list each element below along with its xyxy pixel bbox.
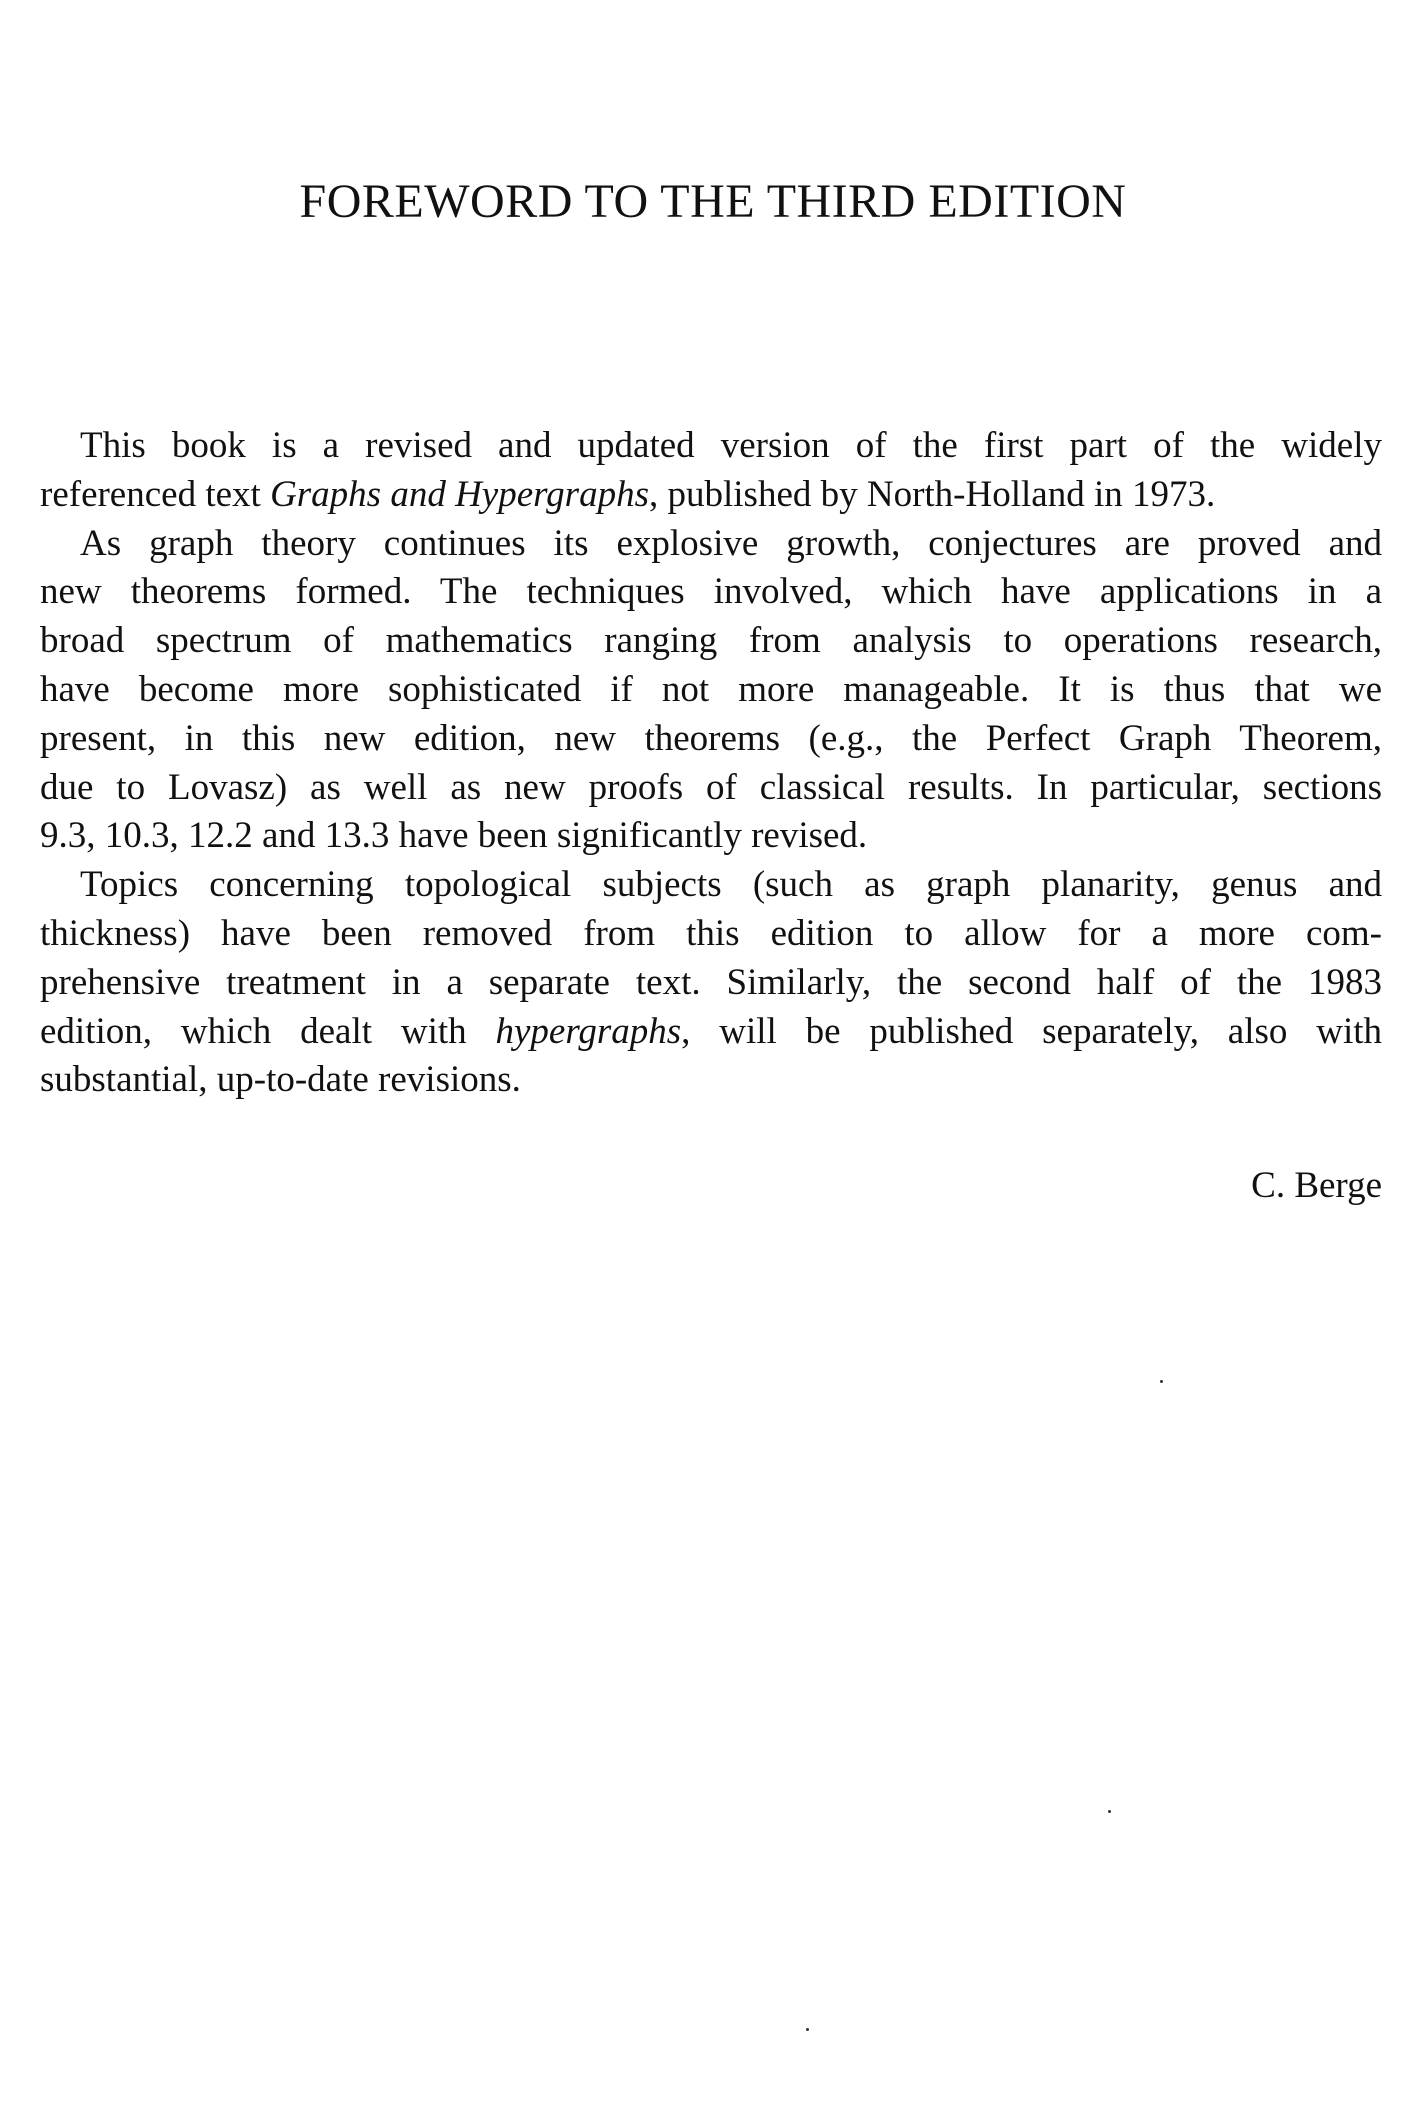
foreword-body — [40, 422, 1382, 1105]
text-segment: referenced text — [40, 473, 271, 515]
text-line: new theorems formed. The techniques involved, which have applications in a — [40, 571, 1382, 613]
text-line: broad spectrum of mathematics ranging from analysis to operations research, — [40, 620, 1382, 662]
text-line: present, in this new edition, new theorems (e.g., the Perfect Graph Theorem, — [40, 717, 1382, 759]
text-segment: , published by North-Holland in 1973. — [648, 473, 1216, 515]
book-title: Graphs and Hypergraphs — [270, 473, 649, 515]
text-line — [40, 1008, 1382, 1057]
text-line: As graph theory continues its explosive growth, conjectures are proved and — [80, 522, 1382, 564]
page-title: FOREWORD TO THE THIRD EDITION — [299, 175, 1127, 228]
text-line: have become more sophisticated if not more manageable. It is thus that we — [40, 668, 1382, 710]
text-line: Topics concerning topological subjects (such as graph planarity, genus and — [80, 864, 1382, 906]
text-segment: edition, which dealt with — [40, 1010, 496, 1052]
text-segment: , will be published separately, also with — [681, 1010, 1383, 1052]
text-line: prehensive treatment in a separate text. Similarly, the second half of the 1983 — [40, 961, 1382, 1003]
print-speck — [1108, 1810, 1111, 1813]
signature: C. Berge — [1251, 1165, 1382, 1206]
text-line: This book is a revised and updated version of the first part of the widely — [80, 425, 1382, 466]
text-line — [40, 471, 1382, 520]
text-line: thickness) have been removed from this edition to allow for a more com- — [40, 912, 1382, 954]
print-speck — [806, 2028, 809, 2031]
text-line: due to Lovasz) as well as new proofs of classical results. In particular, sections — [40, 766, 1382, 808]
text-line: substantial, up-to-date revisions. — [40, 1059, 521, 1101]
print-speck — [1160, 1380, 1163, 1383]
emphasis-hypergraphs: hypergraphs — [495, 1010, 682, 1052]
text-line: 9.3, 10.3, 12.2 and 13.3 have been significantly revised. — [40, 815, 868, 857]
